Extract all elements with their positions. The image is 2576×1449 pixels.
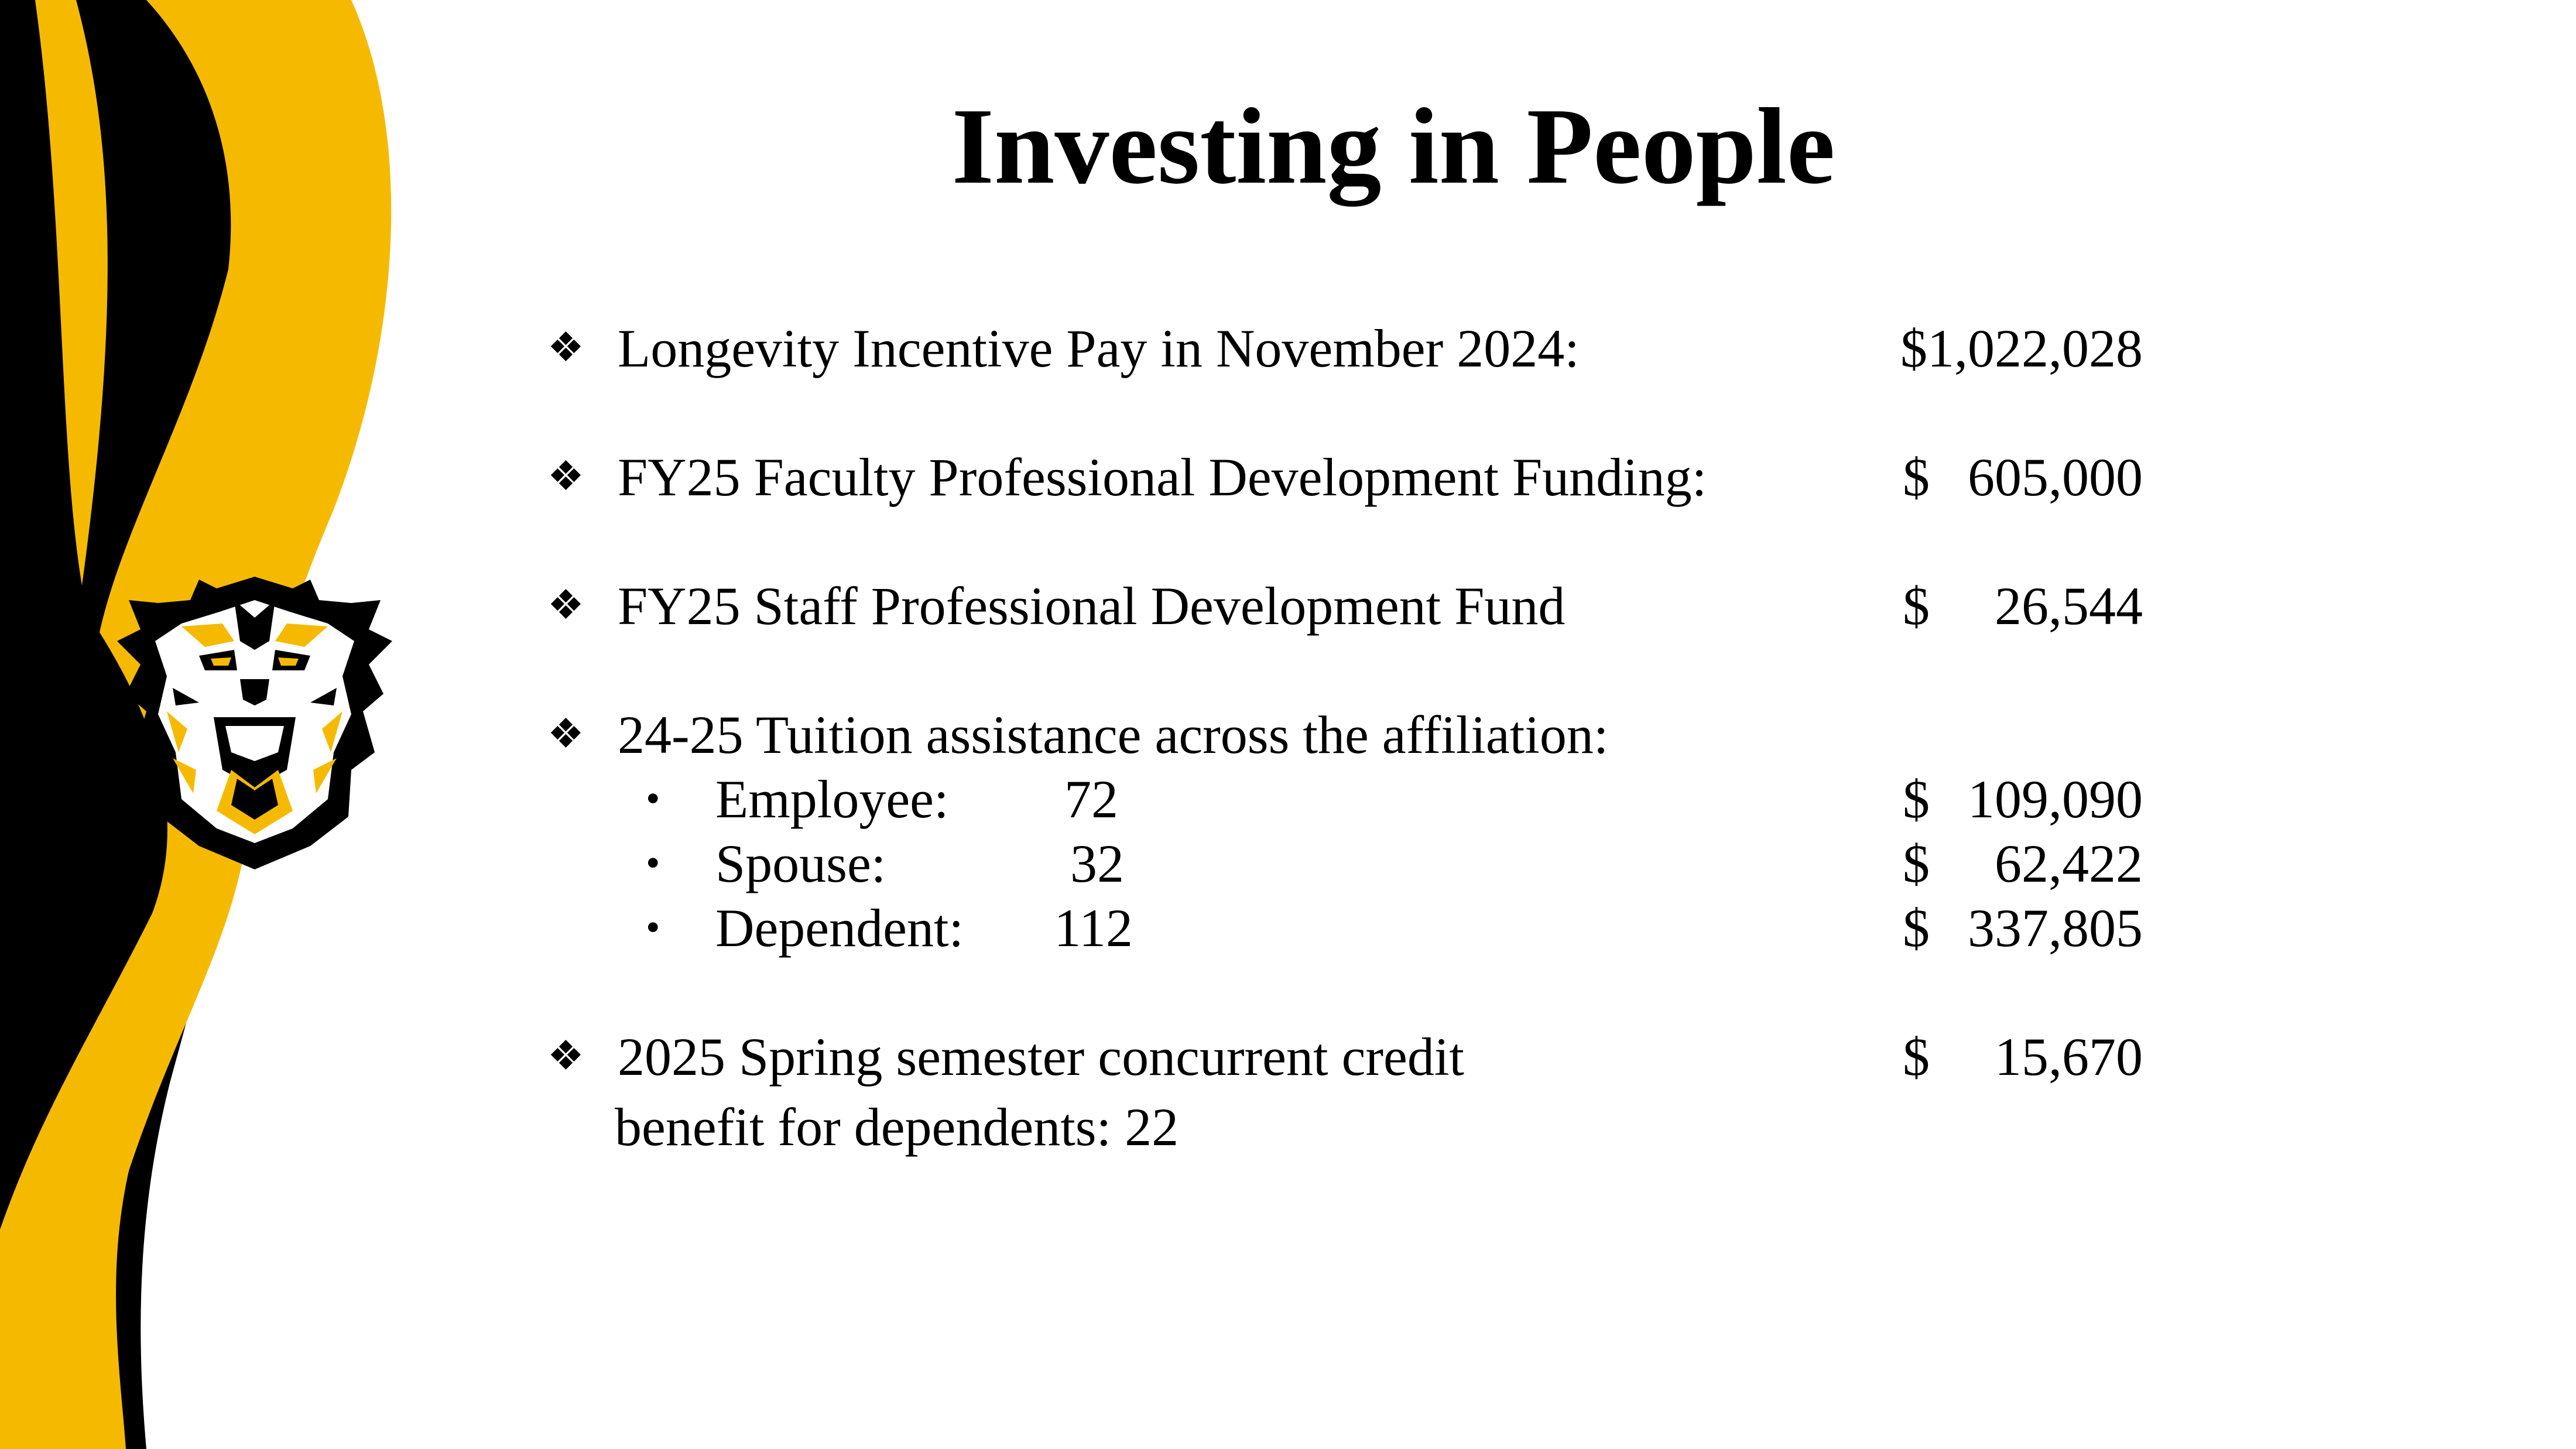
diamond-bullet-icon: ❖ bbox=[547, 712, 584, 757]
dollar-sign: $ bbox=[1903, 1027, 1930, 1087]
tiger-head-logo bbox=[117, 577, 392, 869]
sub-item-count: 72 bbox=[1064, 769, 1118, 829]
item-label-line2: benefit for dependents: 22 bbox=[615, 1097, 1179, 1157]
diamond-bullet-icon: ❖ bbox=[547, 454, 584, 499]
sub-item-label: Employee: bbox=[715, 769, 949, 829]
diamond-bullet-icon: ❖ bbox=[547, 583, 584, 628]
item-amount: 62,422 bbox=[1995, 834, 2143, 893]
list-item-continuation bbox=[615, 1095, 1179, 1159]
dollar-sign: $ bbox=[1903, 769, 1930, 829]
sub-item-count: 112 bbox=[1054, 898, 1133, 958]
item-label: FY25 Staff Professional Development Fund bbox=[618, 576, 1566, 636]
item-amount: $1,022,028 bbox=[1900, 318, 2143, 378]
dollar-sign: $ bbox=[1903, 834, 1930, 893]
round-bullet-icon: • bbox=[646, 776, 660, 821]
item-amount: 337,805 bbox=[1968, 898, 2143, 958]
item-label: Longevity Incentive Pay in November 2024: bbox=[618, 318, 1580, 378]
item-label: FY25 Faculty Professional Development Funding: bbox=[618, 447, 1707, 507]
round-bullet-icon: • bbox=[646, 905, 660, 950]
diamond-bullet-icon: ❖ bbox=[547, 1034, 584, 1079]
diamond-bullet-icon: ❖ bbox=[547, 326, 584, 371]
dollar-sign: $ bbox=[1903, 447, 1930, 507]
round-bullet-icon: • bbox=[646, 841, 660, 886]
sub-item-label: Spouse: bbox=[715, 834, 886, 893]
dollar-sign: $ bbox=[1903, 576, 1930, 636]
sub-item-count: 32 bbox=[1070, 834, 1124, 893]
item-label: 24-25 Tuition assistance across the affiliation: bbox=[618, 705, 1609, 765]
slide-title: Investing in People bbox=[951, 86, 1835, 207]
item-amount: 26,544 bbox=[1995, 576, 2143, 636]
item-amount: 15,670 bbox=[1995, 1027, 2143, 1087]
item-amount: 605,000 bbox=[1968, 447, 2143, 507]
sub-item-label: Dependent: bbox=[715, 898, 964, 958]
item-amount: 109,090 bbox=[1968, 769, 2143, 829]
dollar-sign: $ bbox=[1903, 898, 1930, 958]
item-label: 2025 Spring semester concurrent credit bbox=[618, 1027, 1464, 1087]
